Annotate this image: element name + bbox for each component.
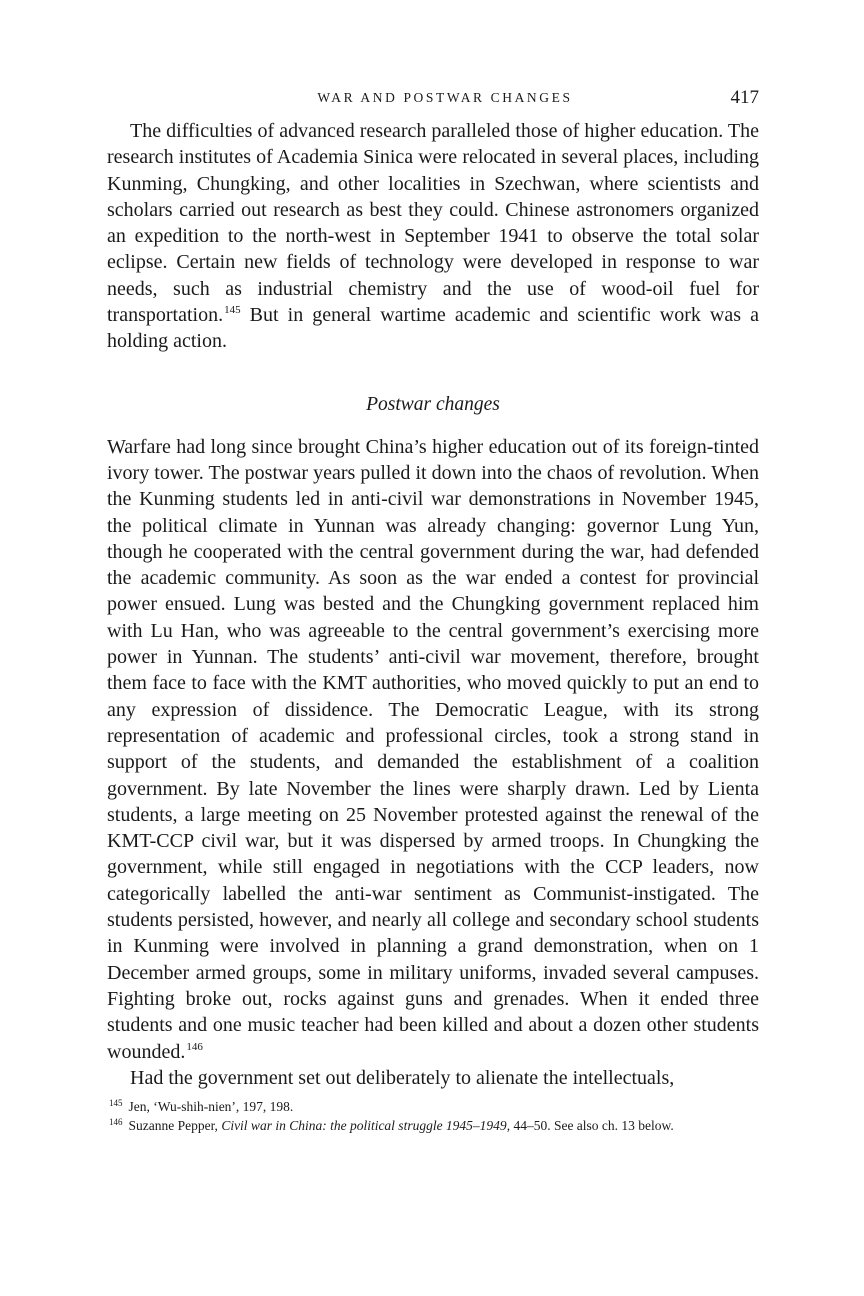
page-number: 417 [730, 87, 759, 108]
paragraph-text: Had the government set out deliberately to alienate the intellectuals, [130, 1066, 675, 1089]
body-paragraph-intellectuals [107, 1065, 759, 1091]
footnote-ref-146[interactable]: 146 [186, 1040, 203, 1053]
running-head [107, 88, 759, 118]
footnote-text: Jen, ‘Wu-shih-nien’, 197, 198. [128, 1099, 294, 1115]
section-heading: Postwar changes [366, 393, 500, 415]
running-title: WAR AND POSTWAR CHANGES [317, 90, 573, 105]
book-page [107, 88, 759, 1135]
footnotes [107, 1097, 759, 1135]
footnote-text: , 44–50. See also ch. 13 below. [506, 1118, 674, 1134]
footnote-book-title: Civil war in China: the political struggle 1945–1949 [221, 1118, 507, 1134]
footnote-number: 146 [109, 1117, 123, 1128]
paragraph-text: Warfare had long since brought China’s higher education out of its foreign-tinted ivory tower. The postwar years pulled it down into the chaos of revolution. When the Kunming students led in anti-civil war demonstrations in November 1945, the political climate in Yunnan was already changing: governor Lung Yun, though he cooperated with the central government during the war, had defended the academic community. As soon as the war ended a contest for provincial power ensued. Lung was bested and the Chungking government replaced him with Lu Han, who was agreeable to the central government’s exercising more power in Yunnan. The students’ anti-civil war movement, therefore, brought them face to face with the KMT authorities, who moved quickly to put an end to any expression of dissidence. The Democratic League, with its strong representation of academic and professional circles, took a strong stand in support of the students, and demanded the establishment of a coalition government. By late November the lines were sharply drawn. Led by Lienta students, a large meeting on 25 November protested against the renewal of the KMT-CCP civil war, but it was dispersed by armed troops. In Chungking the government, while still engaged in negotiations with the CCP leaders, now categorically labelled the anti-war sentiment as Communist-instigated. The students persisted, however, and nearly all college and secondary school students in Kunming were involved in planning a grand demonstration, when on 1 December armed groups, some in military uniforms, invaded several campuses. Fighting broke out, rocks against guns and grenades. When it ended three students and one music teacher had been killed and about a dozen other students wounded. [107, 435, 759, 1063]
footnote-author: Suzanne Pepper, [128, 1118, 222, 1134]
footnote-146 [107, 1116, 759, 1135]
body-paragraph-research [107, 118, 759, 355]
footnote-number: 145 [109, 1098, 123, 1109]
paragraph-text: The difficulties of advanced research paralleled those of higher education. The research institutes of Academia Sinica were relocated in several places, including Kunming, Chungking, and other localities in Szechwan, where scientists and scholars carried out research as best they could. Chinese astronomers organized an expedition to the north-west in September 1941 to observe the total solar eclipse. Certain new fields of technology were developed in response to war needs, such as industrial chemistry and the use of wood-oil fuel for transportation. [107, 120, 759, 327]
body-paragraph-postwar [107, 434, 759, 1065]
paragraph-text-continued: But in general wartime academic and scientific work was a holding action. [107, 304, 759, 353]
footnote-ref-145[interactable]: 145 [224, 304, 241, 317]
footnote-145 [107, 1097, 759, 1116]
